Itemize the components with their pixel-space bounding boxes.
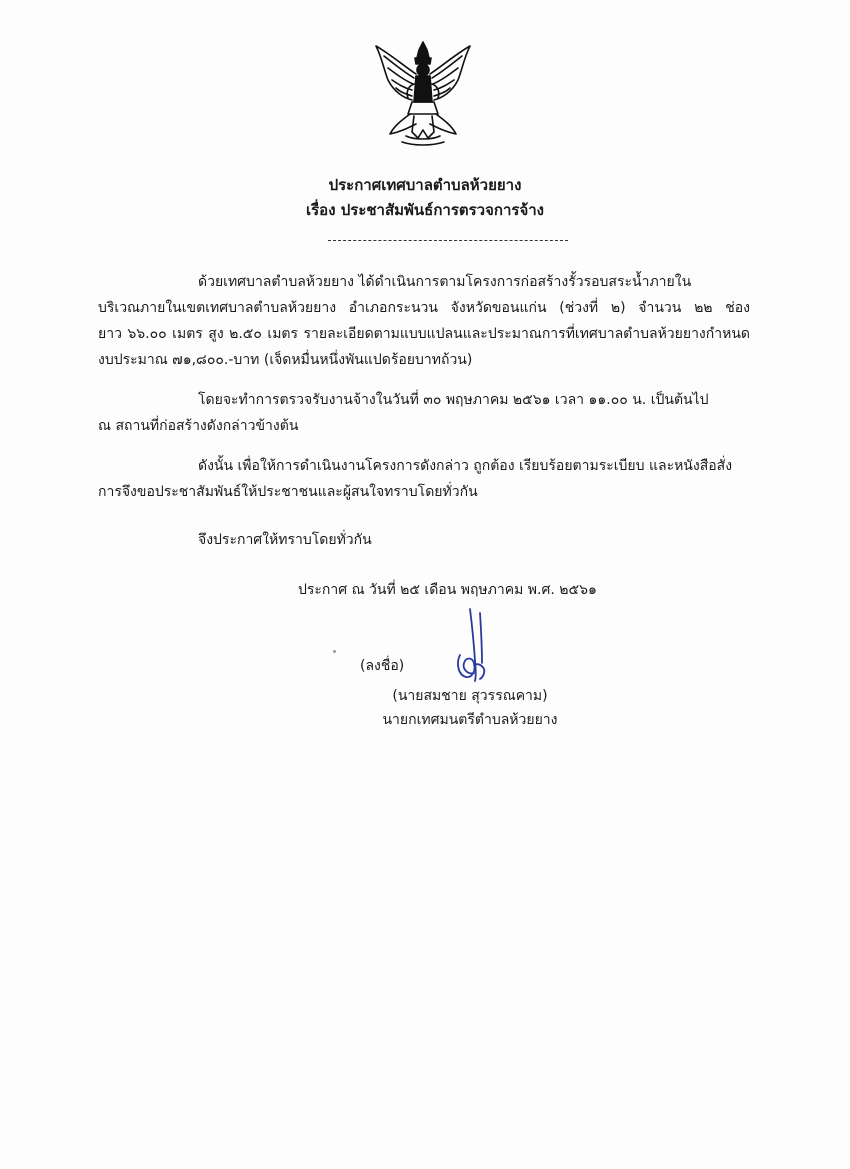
paragraph1-line2: บริเวณภายในเขตเทศบาลตำบลห้วยยาง อำเภอกระนวน จังหวัดขอนแก่น (ช่วงที่ ๒) จำนวน ๒๒ ช่อง xyxy=(98,300,750,316)
document-subject: เรื่อง ประชาสัมพันธ์การตรวจการจ้าง xyxy=(306,201,544,219)
paragraph1-line3: ยาว ๖๖.๐๐ เมตร สูง ๒.๕๐ เมตร รายละเอียดตามแบบแปลนและประมาณการที่เทศบาลตำบลห้วยยางกำหนด xyxy=(98,326,750,342)
signer-position: นายกเทศมนตรีตำบลห้วยยาง xyxy=(382,712,558,728)
signature-label: (ลงชื่อ) xyxy=(360,658,405,674)
signer-name: (นายสมชาย สุวรรณคาม) xyxy=(392,688,548,704)
heading-divider xyxy=(328,240,568,241)
paragraph2-line2: ณ สถานที่ก่อสร้างดังกล่าวข้างต้น xyxy=(98,418,299,434)
announcement-date: ประกาศ ณ วันที่ ๒๕ เดือน พฤษภาคม พ.ศ. ๒๕๖๑ xyxy=(298,582,597,598)
document-title: ประกาศเทศบาลตำบลห้วยยาง xyxy=(328,176,522,194)
paragraph1-line1: ด้วยเทศบาลตำบลห้วยยาง ได้ดำเนินการตามโครงการก่อสร้างรั้วรอบสระน้ำภายใน xyxy=(198,274,692,290)
paragraph2-line1: โดยจะทำการตรวจรับงานจ้างในวันที่ ๓๐ พฤษภาคม ๒๕๖๑ เวลา ๑๑.๐๐ น. เป็นต้นไป xyxy=(198,392,709,408)
handwritten-signature-icon xyxy=(448,605,498,690)
closing-statement: จึงประกาศให้ทราบโดยทั่วกัน xyxy=(198,532,372,548)
paragraph3-line1: ดังนั้น เพื่อให้การดำเนินงานโครงการดังกล่าว ถูกต้อง เรียบร้อยตามระเบียบ และหนังสือสั่ง xyxy=(198,458,733,474)
scan-speck xyxy=(333,650,336,653)
paragraph1-line4: งบประมาณ ๗๑,๘๐๐.-บาท (เจ็ดหมื่นหนึ่งพันแปดร้อยบาทถ้วน) xyxy=(98,352,473,368)
garuda-emblem-icon xyxy=(368,40,478,150)
paragraph3-line2: การจึงขอประชาสัมพันธ์ให้ประชาชนและผู้สนใจทราบโดยทั่วกัน xyxy=(98,484,478,500)
